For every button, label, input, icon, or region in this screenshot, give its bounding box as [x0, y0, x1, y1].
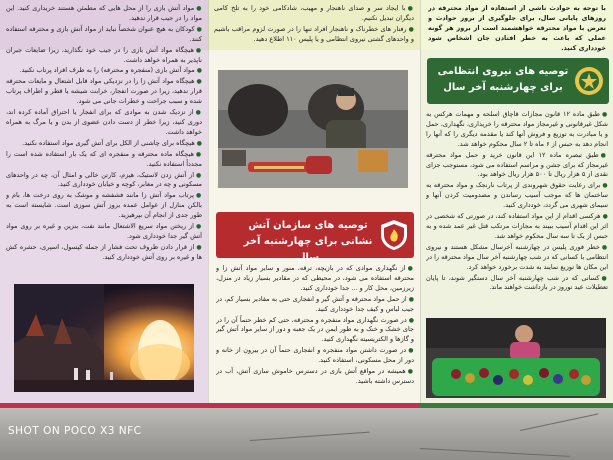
bullet-icon: ●: [195, 223, 202, 231]
bullet-icon: ●: [602, 213, 608, 221]
bullet-icon: ●: [195, 109, 202, 117]
bullet-icon: ●: [600, 151, 608, 159]
bullet-icon: ●: [407, 368, 414, 376]
safety-tips-text: [6, 4, 202, 270]
fold-line: [208, 0, 209, 412]
fire-department-header: [216, 212, 414, 263]
police-tip-paragraph: ●کسانی که در شب چهارشنبه آخر سال دستگیر شوند، تا پایان تعطیلات عید نوروز در بازداشت خواهند ماند.: [426, 273, 608, 292]
police-tip-paragraph: ●برای رعایت حقوق شهروندی از پرتاب نارنجک و مواد محترقه به ساختمان ها که موجب آسیب رساندن و مصدومیت کردن آنها و سیمای شهری می گردد، خودداری کنید.: [426, 181, 608, 210]
conduct-paragraph: ●با ایجاد سر و صدای ناهنجار و مهیب، شادکامی خود را به تلخ کامی دیگران تبدیل نکنیم.: [214, 4, 414, 22]
bullet-icon: ●: [196, 139, 202, 147]
tip-paragraph: ●از قرار دادن ظروف تحت فشار از جمله کپسول، اسپری، حشره کش ها و غیره بر روی آتش خودداری کنید.: [6, 242, 202, 261]
bullet-icon: ●: [195, 150, 202, 158]
bullet-icon: ●: [196, 5, 202, 12]
police-title: توصیه های نیروی انتظامی برای چهارشنبه آخر سال: [437, 66, 569, 93]
bullet-icon: ●: [602, 182, 608, 190]
bullet-icon: ●: [196, 25, 202, 33]
camera-watermark: SHOT ON POCO X3 NFC: [8, 425, 142, 437]
bullet-icon: ●: [195, 46, 202, 54]
fire-tip-paragraph: ●از حمل مواد محترقه و آتش گیر و انفجاری حتی به مقادیر بسیار کم، در جیب لباس و کیف جدا خودداری کنید.: [216, 294, 414, 313]
tip-paragraph: ●از نزدیک شدن به موادی که برای انفجار یا احتراق آماده کرده اند، دوری کنید، زیرا خطر از دست دادن عضوی از بدن و یا مرگ به همراه خواهد داشت.: [6, 108, 202, 136]
police-tip-paragraph: ●طبق تبصره ماده ۱۲ این قانون خرید و حمل مواد محترقه غیرمجاز که برای جشن و مراسم استفاده می شود، مستوجب جزای نقدی از ۵ هزار ریال تا ۵۰۰ هزار ریال خواهد بود.: [426, 150, 608, 179]
fire-tip-paragraph: ●همیشه در مواقع آتش بازی در دسترس خاموش سازی آتش، آب در دسترس داشته باشید.: [216, 367, 414, 385]
bullet-icon: ●: [601, 111, 608, 118]
bullet-icon: ●: [195, 192, 202, 200]
panel-safety-tips: [0, 0, 208, 412]
bullet-icon: ●: [196, 78, 202, 86]
tip-paragraph: ●هیچگاه ماده محترقه و منفجره ای که یک بار استفاده شده است را مجدداً استفاده نکنید.: [6, 149, 202, 168]
bullet-icon: ●: [407, 5, 414, 12]
fire-department-emblem-icon: [379, 219, 409, 251]
police-tip-paragraph: ●هرکسی اقدام از این مواد استفاده کند، در صورتی که شخصی در اثر این اقدام آسیب ببیند به مجازات مرتکب قتل غیر عمد شده و به حبس از یک تا سه سال محکوم خواهد شد.: [426, 212, 608, 240]
police-tip-paragraph: ●طبق ماده ۱۲ قانون مجازات قاچاق اسلحه و مهمات هرکس به شکل غیرقانونی و غیرمجاز مواد محترقه را خریداری، نگهداری، حمل و یا مبادرت به توزیع و فروش آنها کند یا مقدمه دیگری را که آنها را انجام دهد به حبس از ۶ ماه تا ۲ سال محکوم خواهد شد.: [426, 110, 608, 148]
bullet-icon: ●: [196, 243, 202, 251]
fire-tip-paragraph: ●در صورت نگهداری مواد منفجره و محترقه، حتی کم خطر حتماً آن را در جای خشک و خنک و به طور ایمن در یک جعبه و دور از سایر مواد آتش گیر و گازها و الکتریسیته نگهداری کنید.: [216, 315, 414, 344]
bullet-icon: ●: [601, 274, 608, 282]
bullet-icon: ●: [408, 347, 414, 355]
fire-tip-paragraph: ●از نگهداری موادی که در بازیچه، ترقه، منور و سایر مواد آتش زا و محترقه استفاده می شود، در محیطی که در مقادیر بسیار زیاد در منزل، زیرزمین، محل کار و ... جدا خودداری کنید.: [216, 264, 414, 292]
police-intro-text: [428, 4, 606, 52]
fold-line: [420, 0, 421, 412]
firecracker-photo: [218, 70, 408, 188]
bullet-icon: ●: [408, 295, 414, 303]
tip-paragraph: ●از ریختن مواد سریع الاشتعال مانند نفت، بنزین و غیره بر روی مواد آتش گیر جدا خودداری شود.: [6, 222, 202, 240]
bullet-icon: ●: [408, 25, 414, 33]
fire-department-tips-text: [216, 264, 414, 400]
bonfire-photo: [14, 284, 194, 392]
tip-paragraph: ●هیچگاه مواد آتش زا را در نزدیکی مواد قابل اشتعال و مایعات محترقه قرار ندهید، زیرا در صورت انفجار، خرابت شیشه یا قطر و اطراف پرتاب شده و سبب جراحت و خطرات جانی می شود.: [6, 77, 202, 106]
fire-tip-paragraph: ●در صورت داشتن مواد منفجره و انفجاری حتماً آن در بیرون از خانه و دور از محل مسکونی، استفاده کنید.: [216, 346, 414, 365]
tip-paragraph: ●مواد آتش بازی را از محل هایی که مطمئن هستند خریداری کنید. این مواد را در جیب قرار ندهید.: [6, 4, 202, 22]
bullet-icon: ●: [408, 316, 414, 324]
public-conduct-text: [214, 4, 414, 60]
police-tips-text: [426, 110, 608, 310]
conduct-paragraph: ●رفتار های خطرناک و ناهنجار افراد تنها را در صورت لزوم مراقب باشیم و واحدهای گشتی نیروی انتظامی و یا پلیس ۱۱۰ اطلاع دهید.: [214, 24, 414, 43]
police-tip-paragraph: ●خطر فوری پلیس در چهارشنبه آخرسال مشکل هستند و نیروی انتظامی با کسانی که در شب چهارشنبه آخر سال مواد محترقه را در این مکان ها توزیع نمایند به شدت برخورد خواهد کرد.: [426, 242, 608, 271]
police-emblem-icon: [574, 65, 604, 97]
tip-paragraph: ●مواد آتش بازی (منفجره و محترقه) را به طرف افراد پرتاب نکنید.: [19, 66, 202, 75]
fire-department-title: توصیه های سازمان آتش نشانی برای چهارشنبه آخر سال: [243, 220, 373, 263]
tip-paragraph: ●هیچگاه برای چاشنی از الکل برای آتش گیری مواد استفاده نکنید.: [22, 138, 202, 147]
bullet-icon: ●: [196, 171, 202, 179]
tip-paragraph: ●کودکان به هیچ عنوان شخصاً نباید از مواد آتش بازی و محترقه استفاده کنند.: [6, 24, 202, 43]
police-intro-paragraph: با توجه به حوادث ناشی از استفاده از مواد محترقه در روزهای پایانی سال، برای جلوگیری از بروز حوادث و تعرض با مواد محترقه خواهشمند است از بروز هر گونه عملی که باعث به خطر افتادن جان اشخاص شود خودداری کنید.: [428, 4, 606, 52]
bullet-icon: ●: [601, 243, 608, 251]
seized-fireworks-photo: [426, 318, 606, 398]
bullet-icon: ●: [196, 67, 202, 75]
police-header: [427, 58, 609, 104]
tip-paragraph: ●از آتش زدن لاستیک، هیزم، کارتن خالی و امثال آن، چه در واحدهای مسکونی و چه در معابر، کوچه و خیابان خودداری کنید.: [6, 170, 202, 189]
tip-paragraph: ●هیچگاه مواد آتش بازی را در جیب خود نگذارید، زیرا ضایعات جبران ناپذیر به همراه خواهد داشت.: [6, 45, 202, 64]
tip-paragraph: ●پرتاب مواد آتش زا مانند فشفشه و موشک به روی درخت ها، بام و بالکن منازل از عوامل عمده بروز آتش سوزی است. شایسته است به طور جدی از انجام آن بپرهیزید.: [6, 191, 202, 220]
bullet-icon: ●: [407, 265, 414, 272]
